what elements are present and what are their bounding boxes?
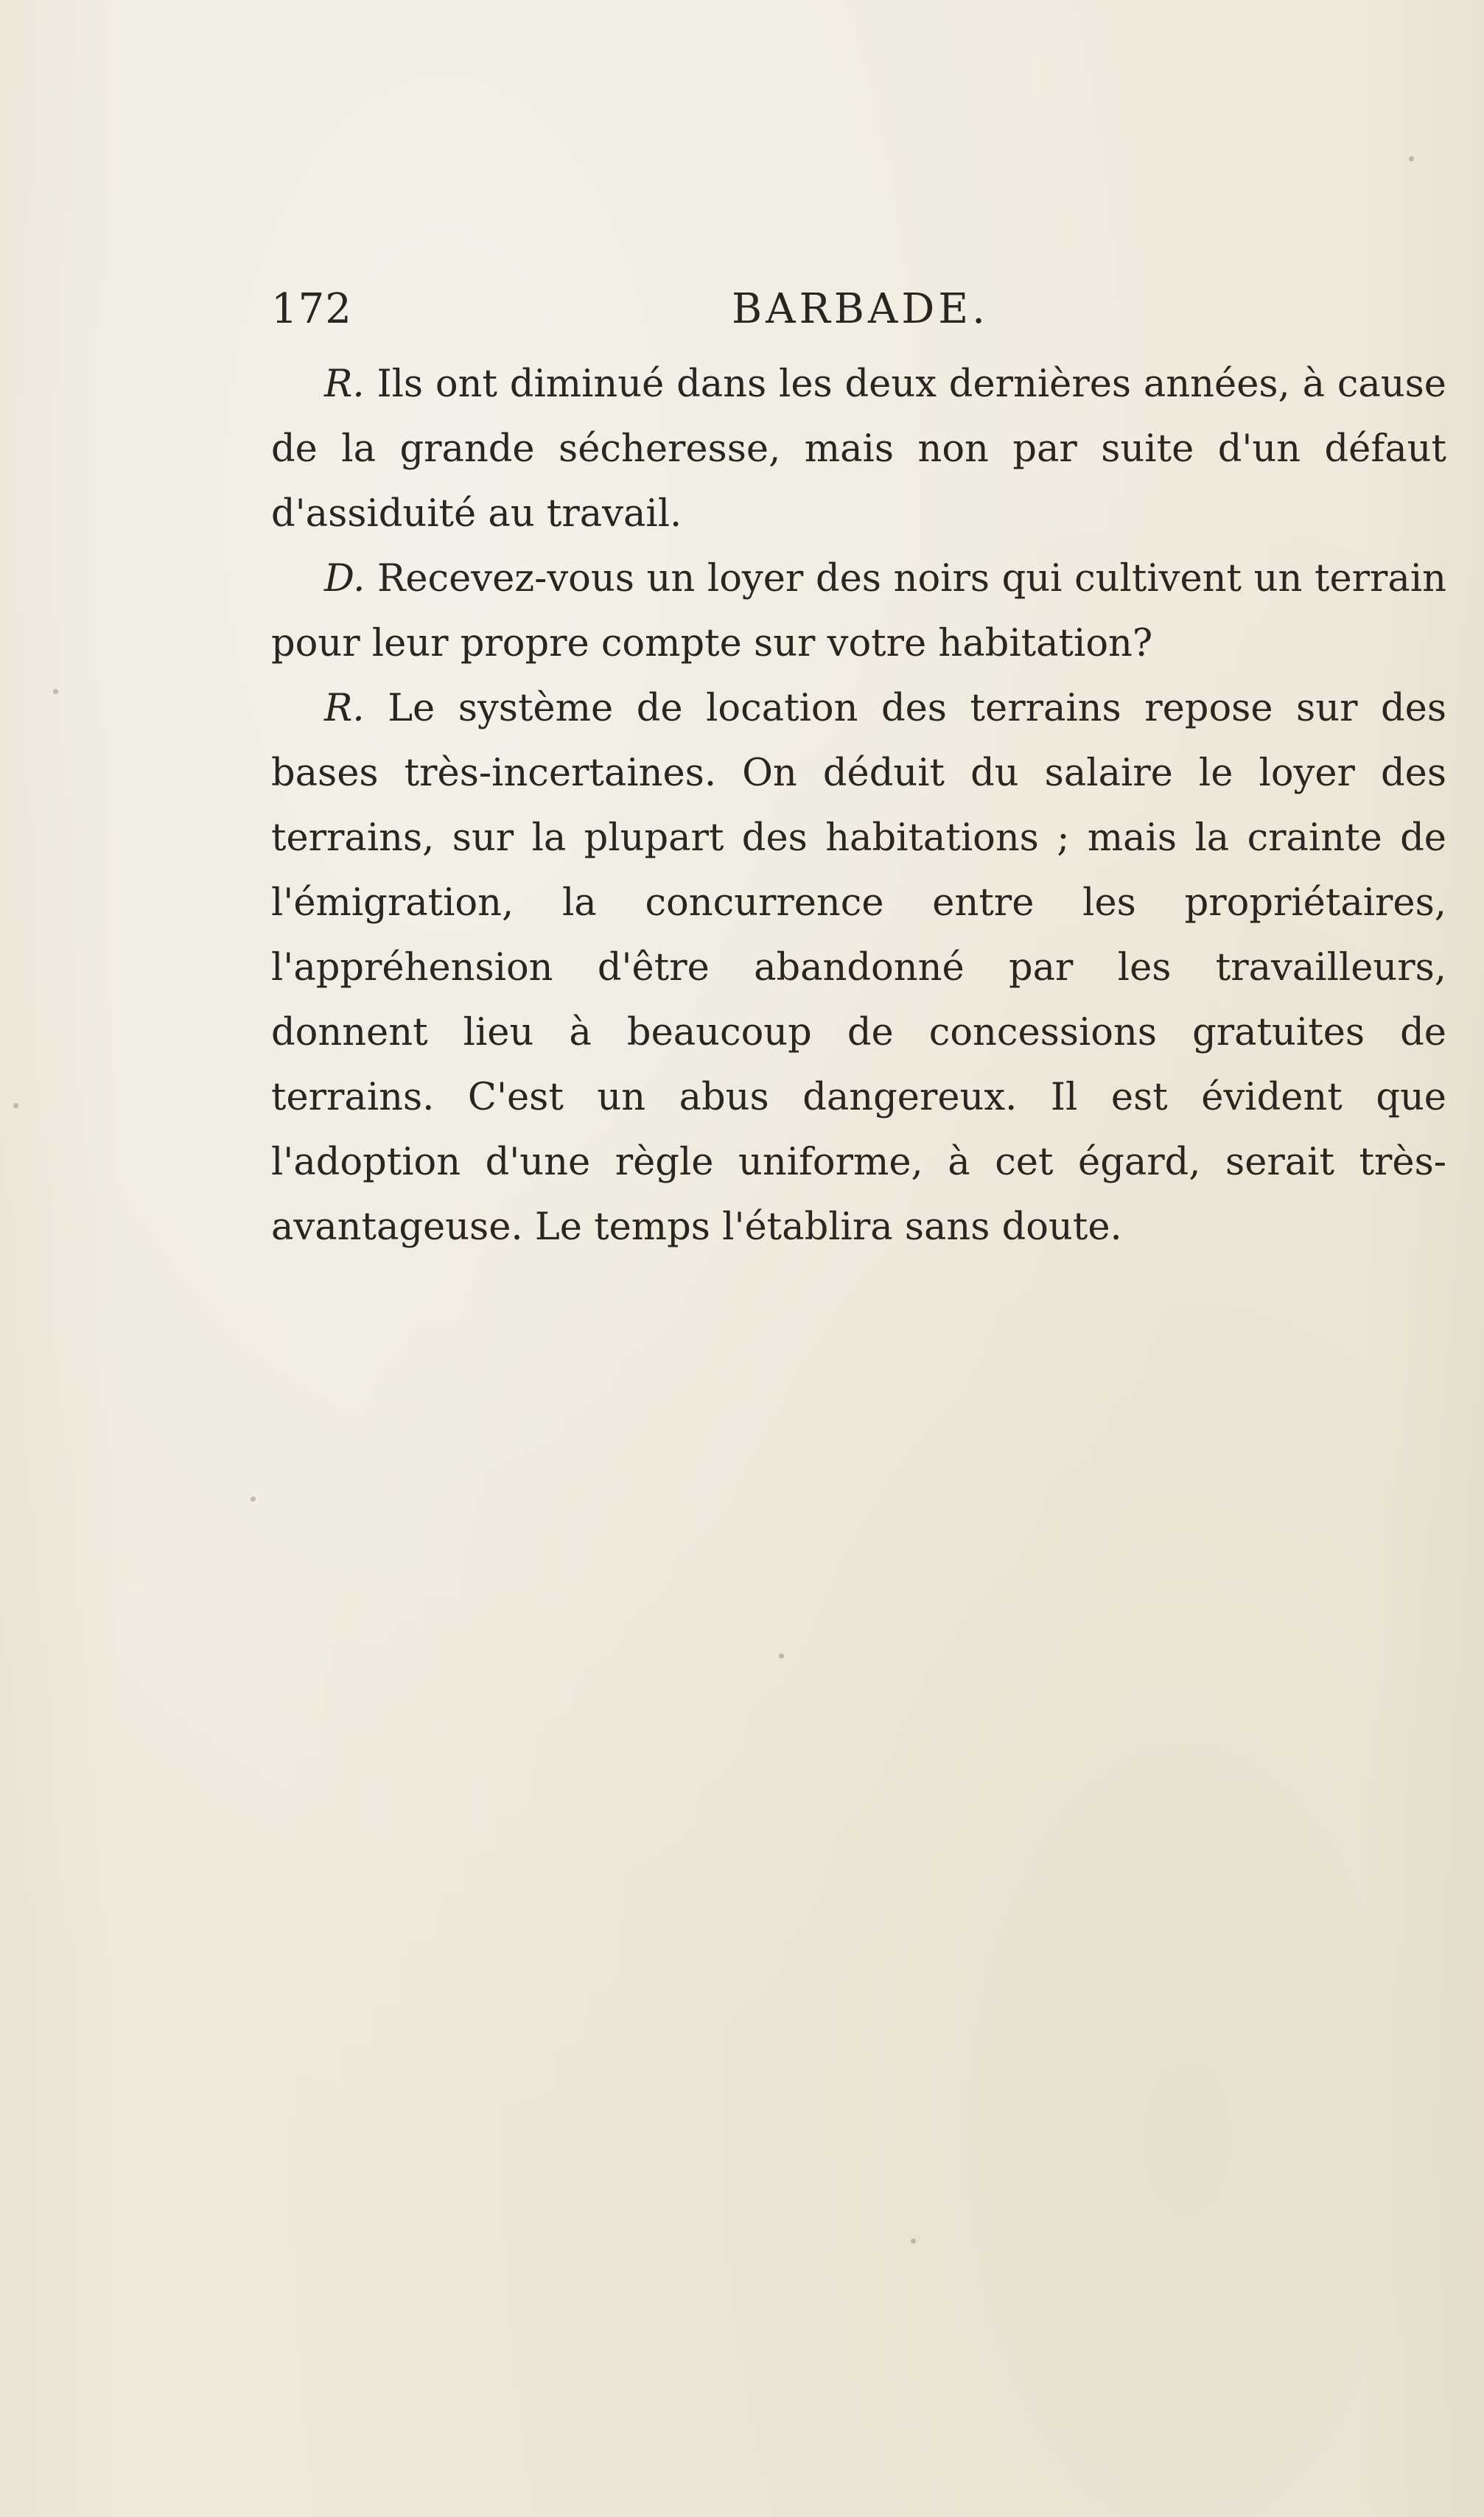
paragraph-question-rent: [271, 547, 1446, 676]
paper-speck: [13, 1103, 18, 1108]
page-number: 172: [271, 285, 352, 333]
paragraph-text: Recevez-vous un loyer des noirs qui cultivent un terrain pour leur propre compte sur votre habitation?: [271, 557, 1446, 665]
paragraph-text: Le système de location des terrains repose sur des bases très-incertaines. On déduit du salaire le loyer des terrains, sur la plupart des habitations ; mais la crainte de l'émigration, la concurrence entre les propriétaires, l'appréhension d'être abandonné par les travailleurs, donnent lieu à beaucoup de concessions gratuites de terrains. C'est un abus dangereux. Il est évident que l'adoption d'une règle uniforme, à cet égard, serait très-avantageuse. Le temps l'établira sans doute.: [271, 687, 1447, 1249]
paper-speck: [911, 2238, 916, 2244]
paper-speck: [1409, 156, 1414, 161]
speaker-label: R.: [324, 687, 365, 730]
paper-speck: [53, 689, 58, 694]
running-title: BARBADE.: [732, 285, 989, 333]
paper-speck: [779, 1653, 784, 1659]
body-text: [271, 352, 1446, 1260]
speaker-label: D.: [324, 557, 365, 601]
speaker-label: R.: [324, 363, 365, 406]
paragraph-answer-drought: [271, 352, 1446, 547]
paragraph-text: Ils ont diminué dans les deux dernières années, à cause de la grande sécheresse, mais non par suite d'un défaut d'assiduité au travail.: [271, 363, 1446, 536]
paragraph-answer-rent-system: [271, 676, 1446, 1260]
paper-speck: [251, 1496, 256, 1502]
running-head: [271, 276, 1450, 343]
